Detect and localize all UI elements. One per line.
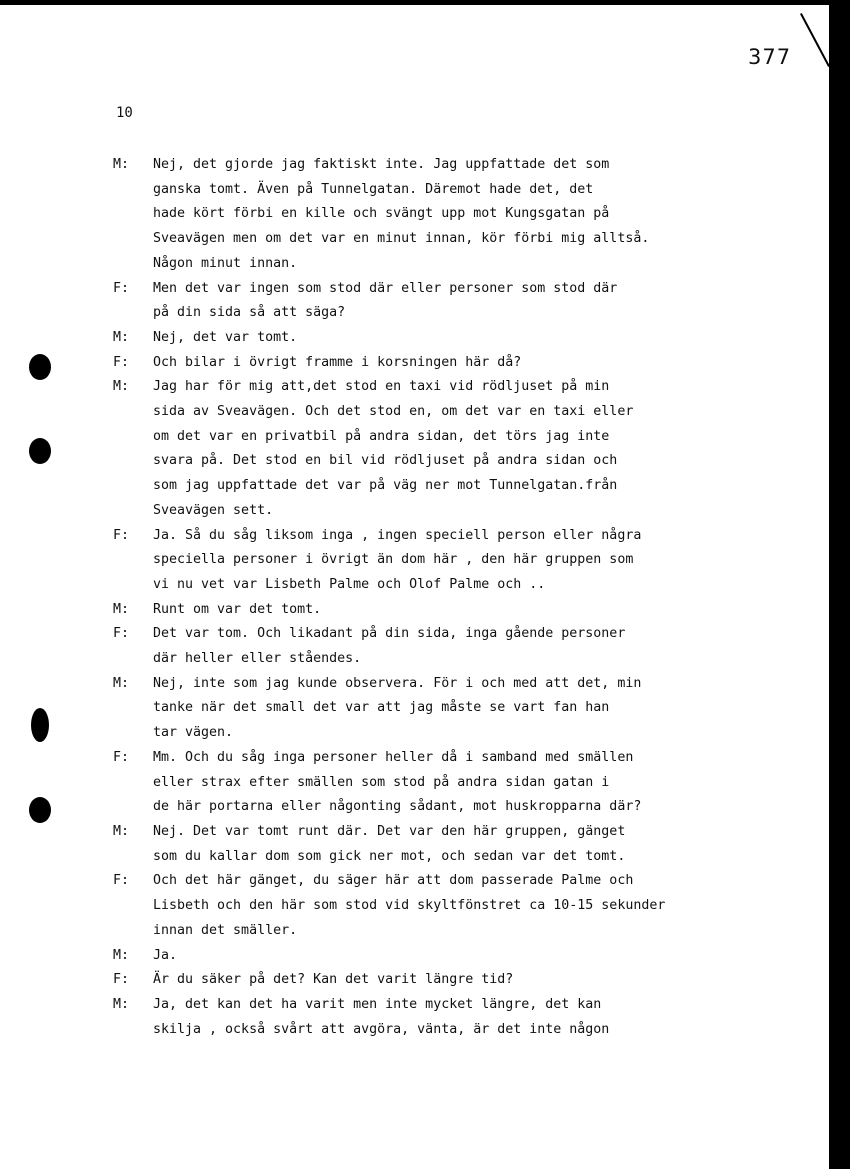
utterance-line: Lisbeth och den här som stod vid skyltfönstret ca 10-15 sekunder — [153, 898, 666, 914]
speaker-label: F: — [113, 280, 130, 296]
utterance-line: vi nu vet var Lisbeth Palme och Olof Palme och .. — [153, 576, 546, 592]
utterance — [153, 944, 813, 969]
speaker-label: M: — [113, 329, 130, 345]
utterance-line: hade kört förbi en kille och svängt upp mot Kungsgatan på — [153, 206, 610, 222]
utterance-line: Är du säker på det? Kan det varit längre tid? — [153, 972, 514, 988]
speaker-label: F: — [113, 354, 130, 370]
utterance-line: som du kallar dom som gick ner mot, och sedan var det tomt. — [153, 848, 626, 864]
transcript-turn — [113, 524, 813, 598]
utterance-line: Nej, det var tomt. — [153, 329, 298, 345]
utterance — [153, 326, 813, 351]
utterance-line: som jag uppfattade det var på väg ner mot Tunnelgatan.från — [153, 478, 618, 494]
utterance-line: Och det här gänget, du säger här att dom passerade Palme och — [153, 873, 634, 889]
transcript-turn — [113, 351, 813, 376]
transcript-turn — [113, 622, 813, 671]
utterance-line: Sveavägen men om det var en minut innan, kör förbi mig alltså. — [153, 231, 650, 247]
punch-hole — [29, 354, 51, 380]
utterance-line: Någon minut innan. — [153, 255, 298, 271]
utterance-line: om det var en privatbil på andra sidan, det törs jag inte — [153, 428, 610, 444]
transcript-turn — [113, 277, 813, 326]
punch-hole — [31, 708, 49, 742]
utterance-line: Ja. — [153, 947, 178, 963]
punch-hole — [29, 797, 51, 823]
utterance — [153, 672, 813, 746]
transcript-turn — [113, 993, 813, 1042]
utterance-line: Mm. Och du såg inga personer heller då i samband med smällen — [153, 749, 634, 765]
utterance — [153, 351, 813, 376]
punch-hole — [29, 438, 51, 464]
utterance-line: på din sida så att säga? — [153, 305, 346, 321]
utterance-line: Ja, det kan det ha varit men inte mycket längre, det kan — [153, 996, 602, 1012]
transcript-turn — [113, 598, 813, 623]
speaker-label: M: — [113, 157, 130, 172]
interview-transcript — [113, 153, 813, 1042]
utterance-line: Sveavägen sett. — [153, 502, 274, 518]
utterance — [153, 869, 813, 943]
speaker-label: M: — [113, 601, 130, 617]
utterance-line: tanke när det small det var att jag måste se vart fan han — [153, 700, 610, 716]
utterance — [153, 993, 813, 1042]
speaker-label: F: — [113, 873, 130, 889]
utterance-line: ganska tomt. Även på Tunnelgatan. Däremot hade det, det — [153, 181, 594, 197]
transcript-turn — [113, 944, 813, 969]
transcript-turn — [113, 326, 813, 351]
utterance-line: skilja , också svårt att avgöra, vänta, är det inte någon — [153, 1021, 610, 1037]
speaker-label: M: — [113, 379, 130, 395]
utterance-line: de här portarna eller någonting sådant, mot huskropparna där? — [153, 799, 642, 815]
section-number: 10 — [116, 105, 133, 121]
utterance-line: svara på. Det stod en bil vid rödljuset på andra sidan och — [153, 453, 618, 469]
speaker-label: F: — [113, 972, 130, 988]
transcript-turn — [113, 746, 813, 820]
utterance — [153, 968, 813, 993]
utterance-line: Det var tom. Och likadant på din sida, inga gående personer — [153, 626, 626, 642]
utterance — [153, 524, 813, 598]
transcript-turn — [113, 672, 813, 746]
utterance-line: Nej. Det var tomt runt där. Det var den här gruppen, gänget — [153, 823, 626, 839]
speaker-label: F: — [113, 527, 130, 543]
scan-edge-right — [829, 0, 850, 1169]
transcript-turn — [113, 968, 813, 993]
utterance-line: Runt om var det tomt. — [153, 601, 322, 617]
utterance — [153, 277, 813, 326]
utterance-line: Jag har för mig att,det stod en taxi vid rödljuset på min — [153, 379, 610, 395]
utterance-line: Nej, det gjorde jag faktiskt inte. Jag uppfattade det som — [153, 157, 610, 172]
utterance-line: innan det smäller. — [153, 922, 298, 938]
transcript-turn — [113, 869, 813, 943]
page-number: 377 — [748, 45, 792, 69]
utterance — [153, 375, 813, 523]
utterance — [153, 153, 813, 277]
utterance-line: tar vägen. — [153, 725, 234, 741]
utterance-line: sida av Sveavägen. Och det stod en, om det var en taxi eller — [153, 404, 634, 420]
utterance-line: speciella personer i övrigt än dom här , den här gruppen som — [153, 552, 634, 568]
document-page — [0, 5, 829, 1169]
transcript-turn — [113, 820, 813, 869]
utterance — [153, 622, 813, 671]
utterance-line: där heller eller ståendes. — [153, 651, 362, 667]
speaker-label: M: — [113, 823, 130, 839]
speaker-label: M: — [113, 675, 130, 691]
transcript-turn — [113, 375, 813, 523]
utterance — [153, 598, 813, 623]
speaker-label: F: — [113, 626, 130, 642]
transcript-turn — [113, 153, 813, 277]
speaker-label: M: — [113, 996, 130, 1012]
utterance-line: Ja. Så du såg liksom inga , ingen speciell person eller några — [153, 527, 642, 543]
utterance — [153, 746, 813, 820]
speaker-label: F: — [113, 749, 130, 765]
speaker-label: M: — [113, 947, 130, 963]
utterance-line: Nej, inte som jag kunde observera. För i och med att det, min — [153, 675, 642, 691]
utterance-line: Men det var ingen som stod där eller personer som stod där — [153, 280, 618, 296]
utterance-line: Och bilar i övrigt framme i korsningen här då? — [153, 354, 522, 370]
utterance-line: eller strax efter smällen som stod på andra sidan gatan i — [153, 774, 610, 790]
utterance — [153, 820, 813, 869]
